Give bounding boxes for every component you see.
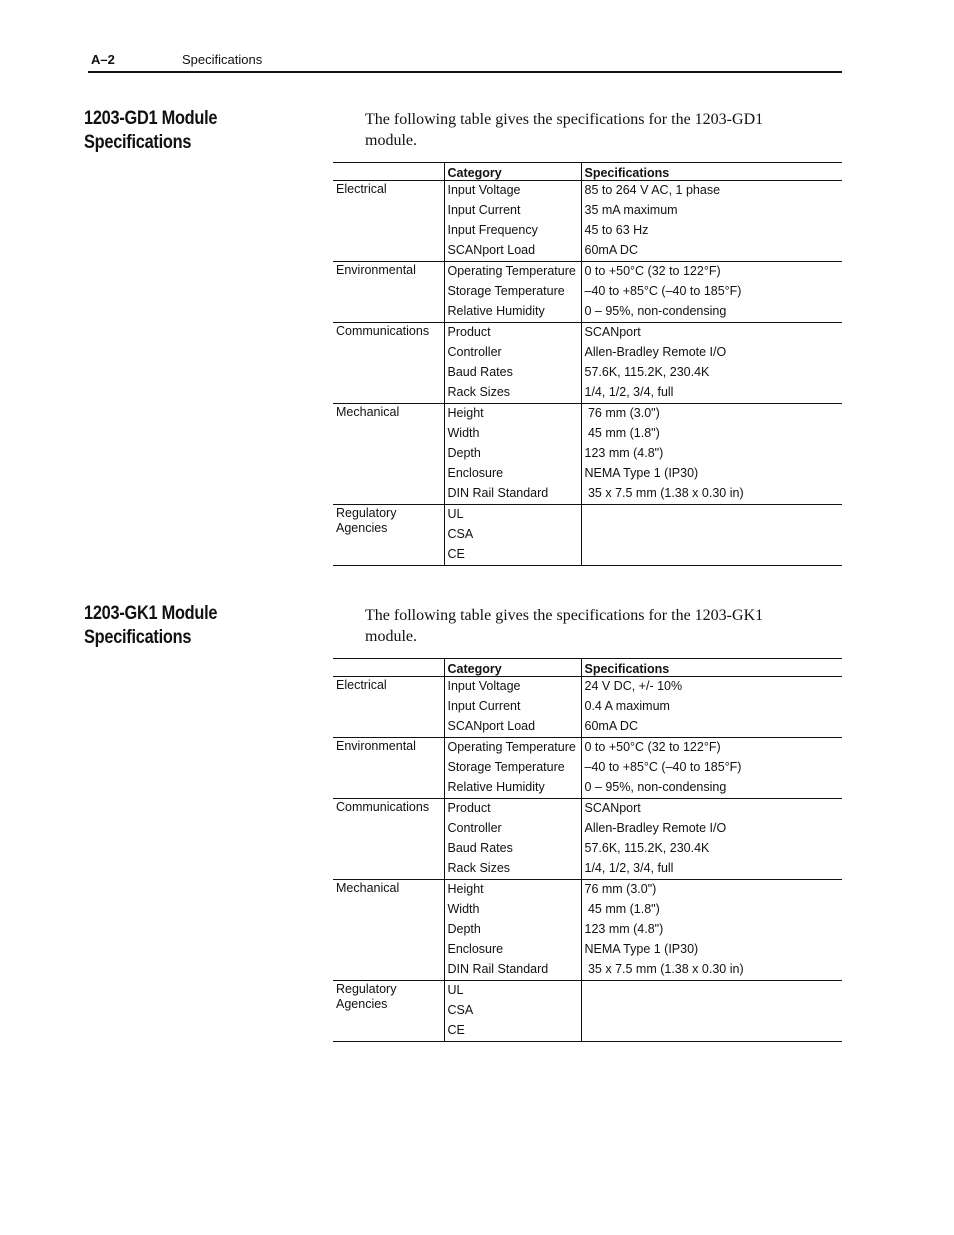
spec-group-row	[333, 880, 842, 981]
category-item: Product	[447, 801, 491, 815]
page-number: A–2	[91, 52, 115, 67]
category-list	[444, 981, 581, 1042]
specification-item: SCANport	[584, 801, 641, 815]
group-name: Environmental	[333, 738, 444, 799]
category-list	[444, 181, 581, 262]
category-item: Enclosure	[447, 466, 504, 480]
category-item: Product	[447, 325, 491, 339]
category-item: CSA	[447, 1003, 474, 1017]
page-header	[88, 51, 842, 73]
specification-item: 57.6K, 115.2K, 230.4K	[584, 841, 710, 855]
spec-group-row	[333, 677, 842, 738]
category-item: UL	[447, 983, 464, 997]
category-item: Baud Rates	[447, 841, 513, 855]
heading-line: Specifications	[84, 132, 192, 153]
category-item: Storage Temperature	[447, 284, 565, 298]
group-name: Regulatory Agencies	[333, 981, 444, 1042]
intro-paragraph-gk1: The following table gives the specifications for the 1203-GK1 module.	[365, 607, 764, 645]
group-name: Electrical	[333, 677, 444, 738]
category-item: Rack Sizes	[447, 385, 511, 399]
specification-item: –40 to +85°C (–40 to 185°F)	[584, 284, 742, 298]
specification-item: 60mA DC	[584, 243, 638, 257]
specification-list	[581, 505, 842, 566]
group-name: Environmental	[333, 262, 444, 323]
spec-group-row	[333, 799, 842, 880]
category-item: SCANport Load	[447, 243, 536, 257]
specification-list	[581, 181, 842, 262]
spec-group-row	[333, 323, 842, 404]
category-item: Operating Temperature	[447, 264, 576, 278]
specifications-header: Specifications	[581, 163, 842, 181]
specification-item: NEMA Type 1 (IP30)	[584, 942, 699, 956]
specification-item: 0.4 A maximum	[584, 699, 670, 713]
specification-list	[581, 677, 842, 738]
specification-item: 1/4, 1/2, 3/4, full	[584, 861, 674, 875]
specification-item: 85 to 264 V AC, 1 phase	[584, 183, 721, 197]
category-item: Relative Humidity	[447, 304, 545, 318]
spec-group-row	[333, 404, 842, 505]
category-item: Height	[447, 882, 484, 896]
intro-paragraph-gd1: The following table gives the specifications for the 1203-GD1 module.	[365, 111, 764, 149]
category-item: Controller	[447, 345, 502, 359]
specification-item: 0 to +50°C (32 to 122°F)	[584, 264, 721, 278]
specification-item: Allen-Bradley Remote I/O	[584, 345, 727, 359]
category-item: Operating Temperature	[447, 740, 576, 754]
category-item: DIN Rail Standard	[447, 486, 549, 500]
specification-item: SCANport	[584, 325, 641, 339]
group-name: Communications	[333, 799, 444, 880]
category-item: Input Frequency	[447, 223, 538, 237]
spec-group-row	[333, 181, 842, 262]
section-heading-gk1	[84, 602, 256, 650]
specification-item: 35 x 7.5 mm (1.38 x 0.30 in)	[584, 486, 744, 500]
category-list	[444, 404, 581, 505]
specification-item: 24 V DC, +/- 10%	[584, 679, 683, 693]
specification-list	[581, 981, 842, 1042]
heading-line: 1203-GK1 Module	[84, 603, 218, 624]
spec-group-row	[333, 262, 842, 323]
section-heading-gd1	[84, 107, 256, 155]
running-title: Specifications	[182, 52, 263, 67]
spec-table-gd1	[333, 162, 842, 566]
category-item: UL	[447, 507, 464, 521]
specifications-header: Specifications	[581, 659, 842, 677]
specification-item: 123 mm (4.8")	[584, 446, 664, 460]
category-item: Input Voltage	[447, 183, 521, 197]
group-name: Electrical	[333, 181, 444, 262]
category-item: Depth	[447, 922, 481, 936]
specification-list	[581, 880, 842, 981]
category-list	[444, 505, 581, 566]
category-header: Category	[444, 163, 581, 181]
category-item: Storage Temperature	[447, 760, 565, 774]
category-list	[444, 677, 581, 738]
specification-list	[581, 738, 842, 799]
specification-item: NEMA Type 1 (IP30)	[584, 466, 699, 480]
specification-list	[581, 323, 842, 404]
group-name: Communications	[333, 323, 444, 404]
spec-group-row	[333, 981, 842, 1042]
group-name: Mechanical	[333, 404, 444, 505]
heading-line: 1203-GD1 Module	[84, 108, 218, 129]
specification-item: 45 mm (1.8")	[584, 426, 660, 440]
specification-item: 0 to +50°C (32 to 122°F)	[584, 740, 721, 754]
spec-group-row	[333, 738, 842, 799]
specification-item: 60mA DC	[584, 719, 638, 733]
category-item: Width	[447, 426, 480, 440]
category-list	[444, 323, 581, 404]
category-item: Input Current	[447, 699, 521, 713]
specification-item: 0 – 95%, non-condensing	[584, 780, 727, 794]
group-header	[333, 163, 444, 181]
category-list	[444, 262, 581, 323]
specification-item: 45 mm (1.8")	[584, 902, 660, 916]
category-list	[444, 738, 581, 799]
specification-item: 1/4, 1/2, 3/4, full	[584, 385, 674, 399]
spec-table-gk1	[333, 658, 842, 1042]
category-item: CSA	[447, 527, 474, 541]
category-item: Input Voltage	[447, 679, 521, 693]
category-item: Enclosure	[447, 942, 504, 956]
category-item: Controller	[447, 821, 502, 835]
group-header	[333, 659, 444, 677]
specification-item: 57.6K, 115.2K, 230.4K	[584, 365, 710, 379]
specification-item: Allen-Bradley Remote I/O	[584, 821, 727, 835]
category-item: CE	[447, 1023, 465, 1037]
specification-item: 76 mm (3.0")	[584, 882, 657, 896]
category-item: Input Current	[447, 203, 521, 217]
category-item: Relative Humidity	[447, 780, 545, 794]
category-list	[444, 799, 581, 880]
specification-item: 35 x 7.5 mm (1.38 x 0.30 in)	[584, 962, 744, 976]
heading-line: Specifications	[84, 627, 192, 648]
category-item: SCANport Load	[447, 719, 536, 733]
specification-item: 123 mm (4.8")	[584, 922, 664, 936]
spec-group-row	[333, 505, 842, 566]
specification-item: 76 mm (3.0")	[584, 406, 660, 420]
specification-item: 35 mA maximum	[584, 203, 678, 217]
specification-list	[581, 262, 842, 323]
category-item: Rack Sizes	[447, 861, 511, 875]
specification-item: 0 – 95%, non-condensing	[584, 304, 727, 318]
specification-item: –40 to +85°C (–40 to 185°F)	[584, 760, 742, 774]
category-list	[444, 880, 581, 981]
category-item: CE	[447, 547, 465, 561]
specification-list	[581, 404, 842, 505]
group-name: Mechanical	[333, 880, 444, 981]
group-name: Regulatory Agencies	[333, 505, 444, 566]
specification-item: 45 to 63 Hz	[584, 223, 649, 237]
category-item: Width	[447, 902, 480, 916]
category-header: Category	[444, 659, 581, 677]
category-item: Baud Rates	[447, 365, 513, 379]
category-item: DIN Rail Standard	[447, 962, 549, 976]
specification-list	[581, 799, 842, 880]
category-item: Height	[447, 406, 484, 420]
category-item: Depth	[447, 446, 481, 460]
